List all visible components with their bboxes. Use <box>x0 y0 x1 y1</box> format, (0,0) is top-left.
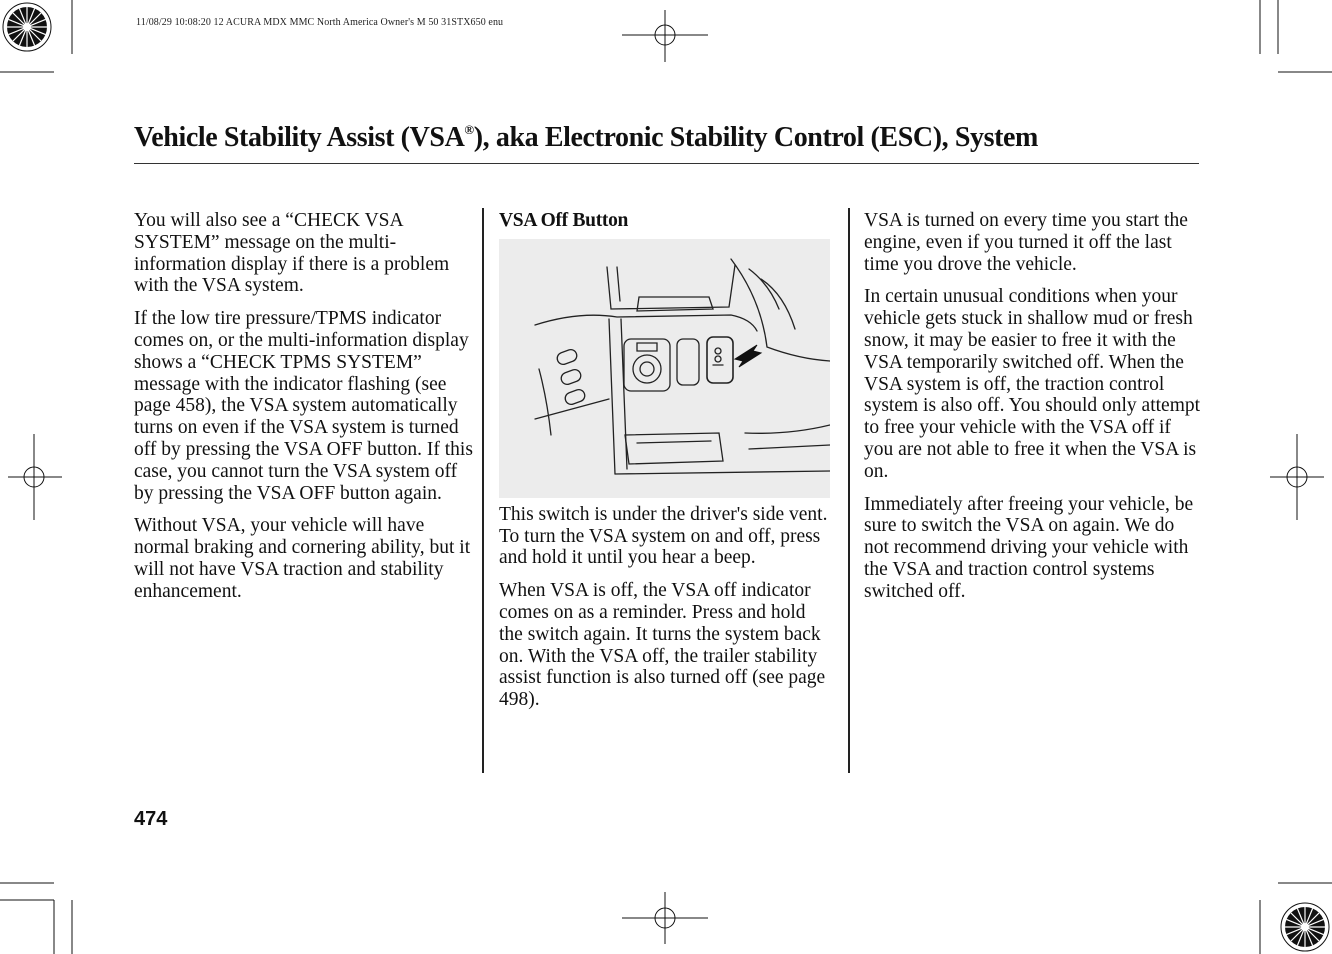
vsa-off-button-illustration <box>499 239 830 498</box>
dashboard-drawing <box>499 239 830 498</box>
paragraph: If the low tire pressure/TPMS indicator comes on, or the multi-information display shows a “CHECK TPMS SYSTEM” message with the indicator flashing (see page 458), the VSA system automatically turns on even if the VSA system is turned off by pressing the VSA OFF button. If this case, you cannot turn the VSA system off by pressing the VSA OFF button again. <box>134 308 473 504</box>
column-divider <box>482 208 484 773</box>
page-number: 474 <box>134 808 168 830</box>
title-rule <box>134 163 1199 164</box>
title-rest: ), aka Electronic Stability Control (ESC), System <box>473 122 1038 153</box>
paragraph: You will also see a “CHECK VSA SYSTEM” message on the multi-information display if there is a problem with the VSA system. <box>134 210 450 297</box>
column-3 <box>864 210 1202 614</box>
paragraph: This switch is under the driver's side vent. To turn the VSA system on and off, press and hold it until you hear a beep. <box>499 503 828 569</box>
print-metadata: 11/08/29 10:08:20 12 ACURA MDX MMC North America Owner's M 50 31STX650 enu <box>136 17 504 28</box>
title-main: Vehicle Stability Assist (VSA <box>134 122 465 153</box>
paragraph: When VSA is off, the VSA off indicator comes on as a reminder. Press and hold the switch again. It turns the system back on. With the VSA off, the trailer stability assist function is also turned off (see page 498). <box>499 580 826 711</box>
section-heading: VSA Off Button <box>499 210 629 231</box>
paragraph: VSA is turned on every time you start the engine, even if you turned it off the last time you drove the vehicle. <box>864 210 1188 275</box>
paragraph: Immediately after freeing your vehicle, be sure to switch the VSA on again. We do not recommend driving your vehicle with the VSA and traction control systems switched off. <box>864 493 1194 602</box>
page-title <box>134 122 1038 154</box>
registration-mark: ® <box>464 122 474 137</box>
paragraph: Without VSA, your vehicle will have normal braking and cornering ability, but it will not have VSA traction and stability enhancement. <box>134 515 471 602</box>
paragraph: In certain unusual conditions when your vehicle gets stuck in shallow mud or fresh snow, it may be easier to free it with the VSA temporarily switched off. When the VSA system is off, the traction control system is also off. You should only attempt to free your vehicle with the VSA off if you are not able to free it when the VSA is on. <box>864 286 1201 482</box>
column-2 <box>499 210 832 722</box>
column-divider <box>848 208 850 773</box>
column-1 <box>134 210 474 614</box>
